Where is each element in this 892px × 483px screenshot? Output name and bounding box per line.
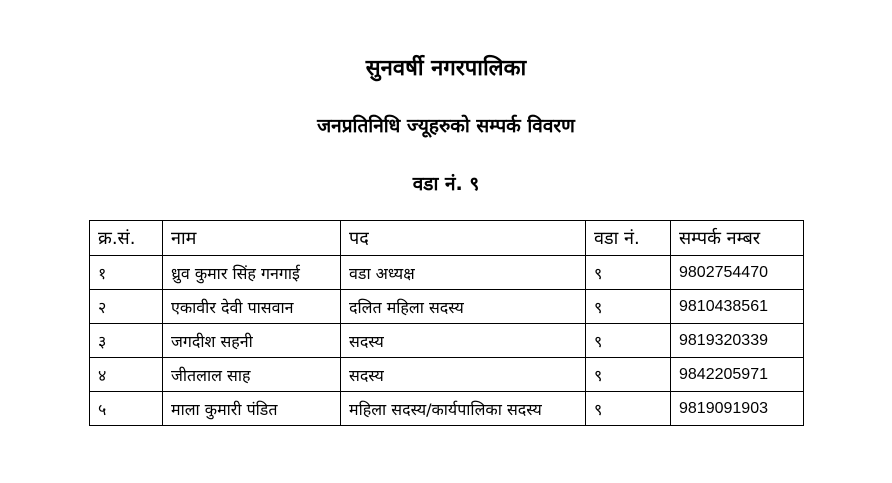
post-cell: सदस्य xyxy=(341,324,586,358)
contact-table xyxy=(89,220,804,426)
ward-heading: वडा नं. ९ xyxy=(412,173,480,195)
serial-cell: ५ xyxy=(90,392,163,426)
serial-cell: ३ xyxy=(90,324,163,358)
post-cell: महिला सदस्य/कार्यपालिका सदस्य xyxy=(341,392,586,426)
serial-cell: १ xyxy=(90,256,163,290)
ward-cell: ९ xyxy=(586,324,671,358)
name-cell: एकावीर देवी पासवान xyxy=(163,290,341,324)
name-cell: जीतलाल साह xyxy=(163,358,341,392)
table-row xyxy=(90,358,804,392)
ward-cell: ९ xyxy=(586,392,671,426)
serial-cell: २ xyxy=(90,290,163,324)
post-cell: सदस्य xyxy=(341,358,586,392)
phone-cell: 9819320339 xyxy=(671,324,804,358)
column-header-serial: क्र.सं. xyxy=(90,221,163,256)
name-cell: जगदीश सहनी xyxy=(163,324,341,358)
serial-cell: ४ xyxy=(90,358,163,392)
post-cell: दलित महिला सदस्य xyxy=(341,290,586,324)
table-row xyxy=(90,256,804,290)
ward-cell: ९ xyxy=(586,256,671,290)
table-row xyxy=(90,392,804,426)
ward-cell: ९ xyxy=(586,358,671,392)
municipality-title: सुनवर्षी नगरपालिका xyxy=(365,56,527,81)
column-header-post: पद xyxy=(341,221,586,256)
document-subtitle: जनप्रतिनिधि ज्यूहरुको सम्पर्क विवरण xyxy=(317,115,575,137)
phone-cell: 9802754470 xyxy=(671,256,804,290)
ward-cell: ९ xyxy=(586,290,671,324)
phone-cell: 9810438561 xyxy=(671,290,804,324)
post-cell: वडा अध्यक्ष xyxy=(341,256,586,290)
table-row xyxy=(90,324,804,358)
table-header-row xyxy=(90,221,804,256)
phone-cell: 9842205971 xyxy=(671,358,804,392)
column-header-contact: सम्पर्क नम्बर xyxy=(671,221,804,256)
table-row xyxy=(90,290,804,324)
column-header-name: नाम xyxy=(163,221,341,256)
column-header-ward: वडा नं. xyxy=(586,221,671,256)
name-cell: ध्रुव कुमार सिंह गनगाई xyxy=(163,256,341,290)
name-cell: माला कुमारी पंडित xyxy=(163,392,341,426)
phone-cell: 9819091903 xyxy=(671,392,804,426)
